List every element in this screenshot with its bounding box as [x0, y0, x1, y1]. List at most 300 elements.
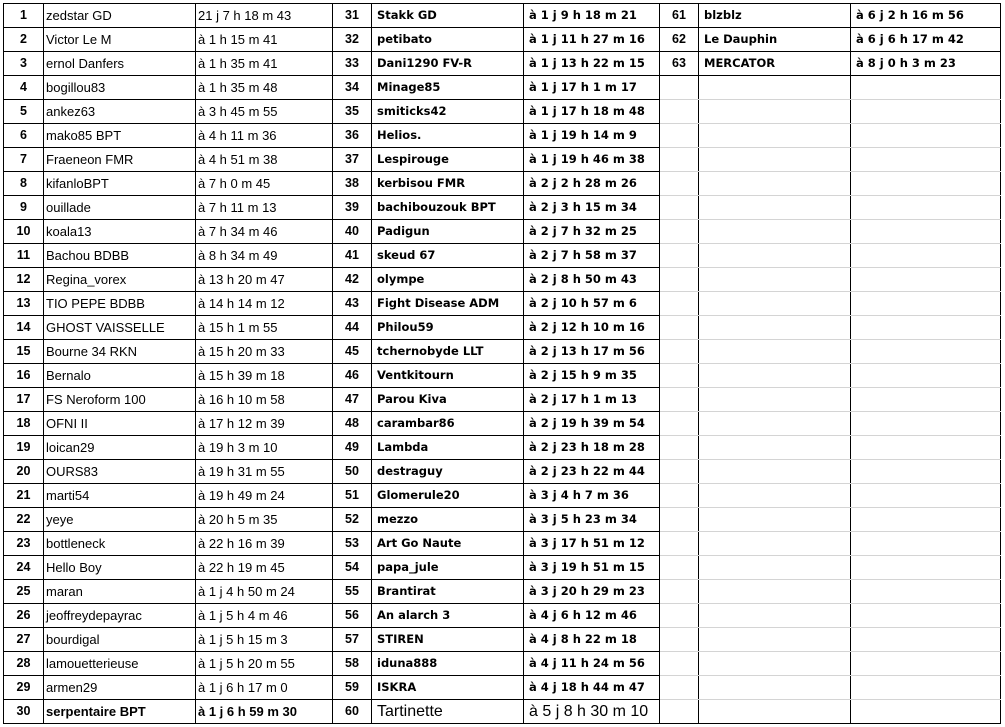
- rank-cell: 21: [4, 484, 44, 508]
- name-cell: smiticks42: [372, 100, 524, 124]
- empty-cell: [699, 436, 851, 460]
- empty-cell: [851, 220, 1001, 244]
- time-cell: à 7 h 0 m 45: [196, 172, 333, 196]
- table-row: [4, 340, 1001, 364]
- time-cell: à 22 h 16 m 39: [196, 532, 333, 556]
- time-cell: à 15 h 39 m 18: [196, 364, 333, 388]
- empty-cell: [851, 364, 1001, 388]
- empty-cell: [699, 388, 851, 412]
- rank-cell: 8: [4, 172, 44, 196]
- empty-cell: [660, 436, 699, 460]
- empty-cell: [660, 76, 699, 100]
- empty-cell: [699, 268, 851, 292]
- time-cell: à 6 j 6 h 17 m 42: [851, 28, 1001, 52]
- table-row: [4, 172, 1001, 196]
- name-cell: Brantirat: [372, 580, 524, 604]
- time-cell: à 22 h 19 m 45: [196, 556, 333, 580]
- empty-cell: [851, 652, 1001, 676]
- table-row: [4, 76, 1001, 100]
- rank-cell: 5: [4, 100, 44, 124]
- time-cell: à 1 j 17 h 1 m 17: [524, 76, 660, 100]
- time-cell: à 1 h 15 m 41: [196, 28, 333, 52]
- table-row: [4, 268, 1001, 292]
- empty-cell: [699, 292, 851, 316]
- empty-cell: [660, 100, 699, 124]
- empty-cell: [699, 700, 851, 724]
- empty-cell: [660, 700, 699, 724]
- rank-cell: 12: [4, 268, 44, 292]
- table-row: [4, 700, 1001, 724]
- empty-cell: [699, 604, 851, 628]
- name-cell: serpentaire BPT: [44, 700, 196, 724]
- time-cell: à 2 j 8 h 50 m 43: [524, 268, 660, 292]
- rank-cell: 27: [4, 628, 44, 652]
- name-cell: Parou Kiva: [372, 388, 524, 412]
- name-cell: loican29: [44, 436, 196, 460]
- empty-cell: [699, 652, 851, 676]
- ranking-table-body: [4, 4, 1001, 724]
- rank-cell: 41: [333, 244, 372, 268]
- name-cell: Bourne 34 RKN: [44, 340, 196, 364]
- empty-cell: [699, 148, 851, 172]
- time-cell: à 4 h 51 m 38: [196, 148, 333, 172]
- empty-cell: [851, 484, 1001, 508]
- name-cell: Art Go Naute: [372, 532, 524, 556]
- name-cell: Regina_vorex: [44, 268, 196, 292]
- time-cell: à 1 j 19 h 14 m 9: [524, 124, 660, 148]
- empty-cell: [699, 124, 851, 148]
- rank-cell: 50: [333, 460, 372, 484]
- name-cell: kifanloBPT: [44, 172, 196, 196]
- name-cell: Stakk GD: [372, 4, 524, 28]
- empty-cell: [660, 652, 699, 676]
- time-cell: à 4 h 11 m 36: [196, 124, 333, 148]
- time-cell: à 4 j 8 h 22 m 18: [524, 628, 660, 652]
- time-cell: à 1 h 35 m 41: [196, 52, 333, 76]
- rank-cell: 58: [333, 652, 372, 676]
- empty-cell: [699, 316, 851, 340]
- empty-cell: [660, 484, 699, 508]
- name-cell: Dani1290 FV-R: [372, 52, 524, 76]
- empty-cell: [851, 580, 1001, 604]
- name-cell: An alarch 3: [372, 604, 524, 628]
- time-cell: à 4 j 11 h 24 m 56: [524, 652, 660, 676]
- name-cell: Bernalo: [44, 364, 196, 388]
- time-cell: à 13 h 20 m 47: [196, 268, 333, 292]
- table-row: [4, 460, 1001, 484]
- rank-cell: 30: [4, 700, 44, 724]
- time-cell: 21 j 7 h 18 m 43: [196, 4, 333, 28]
- rank-cell: 32: [333, 28, 372, 52]
- name-cell: ankez63: [44, 100, 196, 124]
- rank-cell: 42: [333, 268, 372, 292]
- empty-cell: [851, 460, 1001, 484]
- table-row: [4, 484, 1001, 508]
- rank-cell: 52: [333, 508, 372, 532]
- name-cell: marti54: [44, 484, 196, 508]
- name-cell: blzblz: [699, 4, 851, 28]
- empty-cell: [851, 532, 1001, 556]
- empty-cell: [660, 676, 699, 700]
- time-cell: à 2 j 13 h 17 m 56: [524, 340, 660, 364]
- time-cell: à 1 j 5 h 15 m 3: [196, 628, 333, 652]
- name-cell: zedstar GD: [44, 4, 196, 28]
- time-cell: à 17 h 12 m 39: [196, 412, 333, 436]
- empty-cell: [660, 172, 699, 196]
- rank-cell: 34: [333, 76, 372, 100]
- time-cell: à 2 j 2 h 28 m 26: [524, 172, 660, 196]
- empty-cell: [699, 340, 851, 364]
- name-cell: mako85 BPT: [44, 124, 196, 148]
- empty-cell: [660, 196, 699, 220]
- empty-cell: [699, 172, 851, 196]
- rank-cell: 23: [4, 532, 44, 556]
- rank-cell: 60: [333, 700, 372, 724]
- name-cell: petibato: [372, 28, 524, 52]
- table-row: [4, 628, 1001, 652]
- empty-cell: [699, 508, 851, 532]
- time-cell: à 2 j 19 h 39 m 54: [524, 412, 660, 436]
- time-cell: à 2 j 15 h 9 m 35: [524, 364, 660, 388]
- table-row: [4, 532, 1001, 556]
- name-cell: tchernobyde LLT: [372, 340, 524, 364]
- rank-cell: 9: [4, 196, 44, 220]
- empty-cell: [851, 412, 1001, 436]
- rank-cell: 20: [4, 460, 44, 484]
- name-cell: Hello Boy: [44, 556, 196, 580]
- rank-cell: 29: [4, 676, 44, 700]
- rank-cell: 19: [4, 436, 44, 460]
- empty-cell: [699, 628, 851, 652]
- rank-cell: 57: [333, 628, 372, 652]
- rank-cell: 45: [333, 340, 372, 364]
- empty-cell: [699, 676, 851, 700]
- empty-cell: [851, 676, 1001, 700]
- name-cell: olympe: [372, 268, 524, 292]
- rank-cell: 24: [4, 556, 44, 580]
- rank-cell: 39: [333, 196, 372, 220]
- name-cell: bottleneck: [44, 532, 196, 556]
- rank-cell: 44: [333, 316, 372, 340]
- table-row: [4, 508, 1001, 532]
- name-cell: bachibouzouk BPT: [372, 196, 524, 220]
- empty-cell: [660, 388, 699, 412]
- time-cell: à 1 h 35 m 48: [196, 76, 333, 100]
- name-cell: armen29: [44, 676, 196, 700]
- time-cell: à 2 j 10 h 57 m 6: [524, 292, 660, 316]
- rank-cell: 11: [4, 244, 44, 268]
- table-row: [4, 100, 1001, 124]
- time-cell: à 19 h 49 m 24: [196, 484, 333, 508]
- rank-cell: 63: [660, 52, 699, 76]
- empty-cell: [660, 412, 699, 436]
- time-cell: à 16 h 10 m 58: [196, 388, 333, 412]
- empty-cell: [699, 412, 851, 436]
- rank-cell: 37: [333, 148, 372, 172]
- rank-cell: 18: [4, 412, 44, 436]
- empty-cell: [851, 316, 1001, 340]
- time-cell: à 1 j 11 h 27 m 16: [524, 28, 660, 52]
- table-row: [4, 652, 1001, 676]
- rank-cell: 13: [4, 292, 44, 316]
- rank-cell: 17: [4, 388, 44, 412]
- time-cell: à 15 h 20 m 33: [196, 340, 333, 364]
- empty-cell: [851, 292, 1001, 316]
- time-cell: à 3 j 4 h 7 m 36: [524, 484, 660, 508]
- time-cell: à 20 h 5 m 35: [196, 508, 333, 532]
- time-cell: à 3 j 20 h 29 m 23: [524, 580, 660, 604]
- table-row: [4, 412, 1001, 436]
- time-cell: à 2 j 3 h 15 m 34: [524, 196, 660, 220]
- name-cell: lamouetterieuse: [44, 652, 196, 676]
- empty-cell: [660, 580, 699, 604]
- rank-cell: 53: [333, 532, 372, 556]
- name-cell: iduna888: [372, 652, 524, 676]
- name-cell: OFNI II: [44, 412, 196, 436]
- name-cell: TIO PEPE BDBB: [44, 292, 196, 316]
- time-cell: à 1 j 17 h 18 m 48: [524, 100, 660, 124]
- empty-cell: [660, 604, 699, 628]
- time-cell: à 8 j 0 h 3 m 23: [851, 52, 1001, 76]
- rank-cell: 6: [4, 124, 44, 148]
- name-cell: STIREN: [372, 628, 524, 652]
- rank-cell: 1: [4, 4, 44, 28]
- name-cell: Glomerule20: [372, 484, 524, 508]
- rank-cell: 3: [4, 52, 44, 76]
- empty-cell: [660, 220, 699, 244]
- empty-cell: [660, 556, 699, 580]
- time-cell: à 2 j 23 h 22 m 44: [524, 460, 660, 484]
- empty-cell: [660, 628, 699, 652]
- empty-cell: [699, 460, 851, 484]
- empty-cell: [851, 556, 1001, 580]
- table-row: [4, 316, 1001, 340]
- name-cell: mezzo: [372, 508, 524, 532]
- time-cell: à 6 j 2 h 16 m 56: [851, 4, 1001, 28]
- empty-cell: [660, 316, 699, 340]
- name-cell: Fight Disease ADM: [372, 292, 524, 316]
- time-cell: à 14 h 14 m 12: [196, 292, 333, 316]
- time-cell: à 1 j 6 h 17 m 0: [196, 676, 333, 700]
- rank-cell: 16: [4, 364, 44, 388]
- time-cell: à 2 j 7 h 58 m 37: [524, 244, 660, 268]
- time-cell: à 19 h 3 m 10: [196, 436, 333, 460]
- rank-cell: 54: [333, 556, 372, 580]
- name-cell: kerbisou FMR: [372, 172, 524, 196]
- time-cell: à 2 j 23 h 18 m 28: [524, 436, 660, 460]
- name-cell: Victor Le M: [44, 28, 196, 52]
- empty-cell: [851, 700, 1001, 724]
- table-row: [4, 220, 1001, 244]
- table-row: [4, 364, 1001, 388]
- empty-cell: [699, 532, 851, 556]
- rank-cell: 56: [333, 604, 372, 628]
- name-cell: bourdigal: [44, 628, 196, 652]
- empty-cell: [851, 172, 1001, 196]
- rank-cell: 35: [333, 100, 372, 124]
- empty-cell: [660, 124, 699, 148]
- name-cell: Padigun: [372, 220, 524, 244]
- empty-cell: [660, 364, 699, 388]
- rank-cell: 26: [4, 604, 44, 628]
- name-cell: Ventkitourn: [372, 364, 524, 388]
- table-row: [4, 124, 1001, 148]
- name-cell: skeud 67: [372, 244, 524, 268]
- rank-cell: 51: [333, 484, 372, 508]
- name-cell: ISKRA: [372, 676, 524, 700]
- time-cell: à 1 j 19 h 46 m 38: [524, 148, 660, 172]
- table-row: [4, 676, 1001, 700]
- table-row: [4, 148, 1001, 172]
- rank-cell: 62: [660, 28, 699, 52]
- empty-cell: [851, 76, 1001, 100]
- time-cell: à 2 j 7 h 32 m 25: [524, 220, 660, 244]
- empty-cell: [699, 244, 851, 268]
- name-cell: ernol Danfers: [44, 52, 196, 76]
- time-cell: à 2 j 17 h 1 m 13: [524, 388, 660, 412]
- empty-cell: [699, 76, 851, 100]
- empty-cell: [699, 556, 851, 580]
- name-cell: Lambda: [372, 436, 524, 460]
- table-row: [4, 196, 1001, 220]
- empty-cell: [660, 508, 699, 532]
- time-cell: à 1 j 5 h 20 m 55: [196, 652, 333, 676]
- name-cell: bogillou83: [44, 76, 196, 100]
- table-row: [4, 604, 1001, 628]
- empty-cell: [851, 604, 1001, 628]
- name-cell: FS Neroform 100: [44, 388, 196, 412]
- time-cell: à 15 h 1 m 55: [196, 316, 333, 340]
- empty-cell: [851, 100, 1001, 124]
- empty-cell: [660, 268, 699, 292]
- time-cell: à 2 j 12 h 10 m 16: [524, 316, 660, 340]
- time-cell: à 1 j 4 h 50 m 24: [196, 580, 333, 604]
- name-cell: Fraeneon FMR: [44, 148, 196, 172]
- table-row: [4, 436, 1001, 460]
- rank-cell: 47: [333, 388, 372, 412]
- name-cell: koala13: [44, 220, 196, 244]
- empty-cell: [660, 460, 699, 484]
- name-cell: Lespirouge: [372, 148, 524, 172]
- empty-cell: [660, 292, 699, 316]
- time-cell: à 3 h 45 m 55: [196, 100, 333, 124]
- empty-cell: [851, 148, 1001, 172]
- name-cell: maran: [44, 580, 196, 604]
- time-cell: à 3 j 5 h 23 m 34: [524, 508, 660, 532]
- rank-cell: 7: [4, 148, 44, 172]
- rank-cell: 4: [4, 76, 44, 100]
- name-cell: yeye: [44, 508, 196, 532]
- table-row: [4, 4, 1001, 28]
- time-cell: à 4 j 6 h 12 m 46: [524, 604, 660, 628]
- name-cell: destraguy: [372, 460, 524, 484]
- empty-cell: [851, 436, 1001, 460]
- name-cell: carambar86: [372, 412, 524, 436]
- time-cell: à 1 j 9 h 18 m 21: [524, 4, 660, 28]
- name-cell: Philou59: [372, 316, 524, 340]
- rank-cell: 55: [333, 580, 372, 604]
- rank-cell: 33: [333, 52, 372, 76]
- time-cell: à 8 h 34 m 49: [196, 244, 333, 268]
- empty-cell: [699, 100, 851, 124]
- rank-cell: 2: [4, 28, 44, 52]
- empty-cell: [851, 244, 1001, 268]
- rank-cell: 36: [333, 124, 372, 148]
- name-cell: jeoffreydepayrac: [44, 604, 196, 628]
- name-cell: ouillade: [44, 196, 196, 220]
- empty-cell: [660, 244, 699, 268]
- table-row: [4, 580, 1001, 604]
- rank-cell: 59: [333, 676, 372, 700]
- table-row: [4, 244, 1001, 268]
- empty-cell: [851, 124, 1001, 148]
- ranking-table: [3, 3, 1001, 724]
- name-cell: MERCATOR: [699, 52, 851, 76]
- rank-cell: 31: [333, 4, 372, 28]
- name-cell: OURS83: [44, 460, 196, 484]
- empty-cell: [851, 388, 1001, 412]
- empty-cell: [851, 340, 1001, 364]
- empty-cell: [851, 268, 1001, 292]
- time-cell: à 1 j 6 h 59 m 30: [196, 700, 333, 724]
- empty-cell: [851, 628, 1001, 652]
- time-cell: à 7 h 34 m 46: [196, 220, 333, 244]
- empty-cell: [660, 340, 699, 364]
- empty-cell: [660, 148, 699, 172]
- time-cell: à 5 j 8 h 30 m 10: [524, 700, 660, 724]
- time-cell: à 19 h 31 m 55: [196, 460, 333, 484]
- table-row: [4, 556, 1001, 580]
- rank-cell: 49: [333, 436, 372, 460]
- rank-cell: 15: [4, 340, 44, 364]
- empty-cell: [851, 508, 1001, 532]
- name-cell: Bachou BDBB: [44, 244, 196, 268]
- name-cell: Tartinette: [372, 700, 524, 724]
- name-cell: papa_jule: [372, 556, 524, 580]
- time-cell: à 1 j 13 h 22 m 15: [524, 52, 660, 76]
- empty-cell: [699, 220, 851, 244]
- rank-cell: 10: [4, 220, 44, 244]
- table-row: [4, 28, 1001, 52]
- table-row: [4, 52, 1001, 76]
- rank-cell: 22: [4, 508, 44, 532]
- empty-cell: [699, 196, 851, 220]
- rank-cell: 46: [333, 364, 372, 388]
- name-cell: Minage85: [372, 76, 524, 100]
- empty-cell: [851, 196, 1001, 220]
- time-cell: à 3 j 19 h 51 m 15: [524, 556, 660, 580]
- rank-cell: 25: [4, 580, 44, 604]
- empty-cell: [699, 364, 851, 388]
- empty-cell: [699, 484, 851, 508]
- table-row: [4, 292, 1001, 316]
- rank-cell: 14: [4, 316, 44, 340]
- name-cell: GHOST VAISSELLE: [44, 316, 196, 340]
- rank-cell: 61: [660, 4, 699, 28]
- name-cell: Le Dauphin: [699, 28, 851, 52]
- empty-cell: [660, 532, 699, 556]
- rank-cell: 38: [333, 172, 372, 196]
- rank-cell: 48: [333, 412, 372, 436]
- time-cell: à 1 j 5 h 4 m 46: [196, 604, 333, 628]
- rank-cell: 28: [4, 652, 44, 676]
- table-row: [4, 388, 1001, 412]
- empty-cell: [699, 580, 851, 604]
- time-cell: à 7 h 11 m 13: [196, 196, 333, 220]
- time-cell: à 3 j 17 h 51 m 12: [524, 532, 660, 556]
- time-cell: à 4 j 18 h 44 m 47: [524, 676, 660, 700]
- rank-cell: 43: [333, 292, 372, 316]
